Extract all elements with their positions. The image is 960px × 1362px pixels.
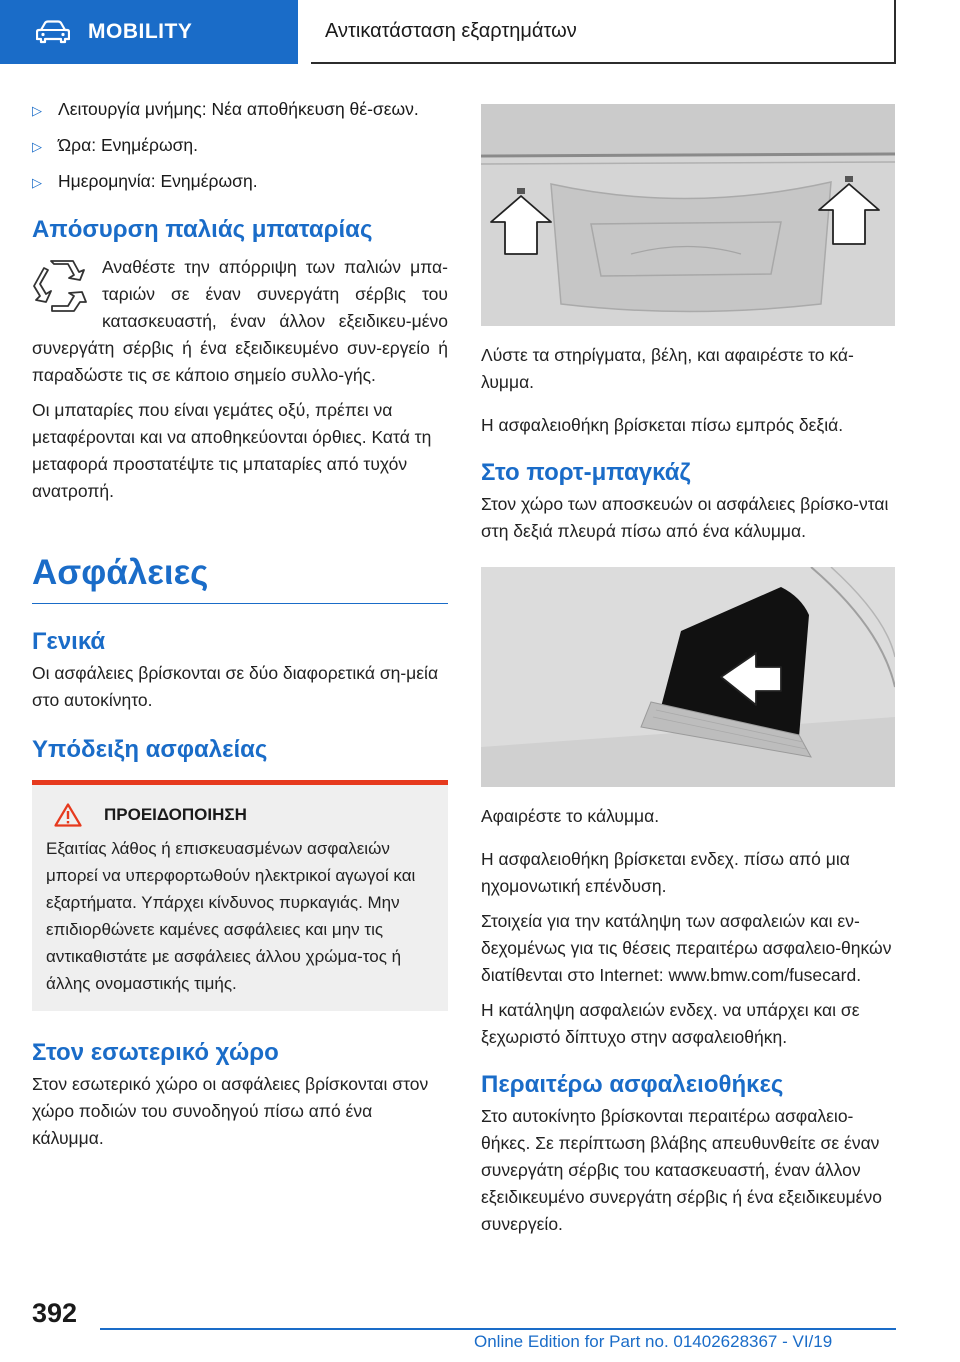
car-icon: [36, 20, 70, 44]
image2-text-1: Η ασφαλειοθήκη βρίσκεται ενδεχ. πίσω από μια ηχομονωτική επένδυση.: [481, 849, 850, 896]
footer-divider: [100, 1328, 896, 1330]
heading-trunk: Στο πορτ-μπαγκάζ: [481, 459, 691, 486]
triangle-bullet-icon: ▷: [32, 175, 42, 190]
section-tab: [0, 0, 298, 64]
bullet-item: [32, 168, 448, 196]
bullet-text: Ώρα: Ενημέρωση.: [58, 135, 199, 155]
triangle-bullet-icon: ▷: [32, 103, 42, 118]
section-label: MOBILITY: [88, 20, 193, 43]
image2-text-3: Η κατάληψη ασφαλειών ενδεχ. να υπάρχει και σε ξεχωριστό δίπτυχο στην ασφαλειοθήκη.: [481, 1000, 860, 1047]
left-column: [32, 96, 448, 1152]
warning-header: [54, 803, 434, 827]
heading-interior: Στον εσωτερικό χώρο: [32, 1039, 279, 1066]
warning-box: [32, 780, 448, 1011]
image2-text-2: Στοιχεία για την κατάληψη των ασφαλειών και εν-δεχομένως για τις θέσεις περαιτέρω ασφαλειο-θηκών διατίθενται στο Internet: www.bmw.com/fusecard.: [481, 911, 892, 985]
interior-text: Στον εσωτερικό χώρο οι ασφάλειες βρίσκονται στον χώρο ποδιών του συνοδηγού πίσω από ένα κάλυμμα.: [32, 1074, 429, 1148]
warning-text: Εξαιτίας λάθος ή επισκευασμένων ασφαλειών μπορεί να υπερφορτωθούν ηλεκτρικοί αγωγοί και εξαρτήματα. Υπάρχει κίνδυνος πυρκαγιάς. Μην επιδιορθώνετε καμένες ασφάλειες και μην τις αντικαθιστάτε με ασφάλειες άλλου χρώμα-τος ή άλλης ονομαστικής τιμής.: [46, 839, 416, 993]
image1-caption: Λύστε τα στηρίγματα, βέλη, και αφαιρέστε το κά-λυμμα.: [481, 345, 854, 392]
trunk-text: Στον χώρο των αποσκευών οι ασφάλειες βρίσκο-νται στη δεξιά πλευρά πίσω από ένα κάλυμμα.: [481, 494, 889, 541]
interior-cover-illustration: [481, 104, 895, 326]
footer-edition: Online Edition for Part no. 01402628367 - VI/19: [474, 1332, 833, 1351]
heading-more-fuse-boxes: Περαιτέρω ασφαλειοθήκες: [481, 1071, 784, 1098]
chapter-title: Αντικατάσταση εξαρτημάτων: [325, 19, 577, 42]
heading-safety-note: Υπόδειξη ασφαλείας: [32, 736, 268, 763]
warning-icon: [54, 803, 82, 827]
heading-battery-disposal: Απόσυρση παλιάς μπαταρίας: [32, 216, 373, 243]
recycle-icon: [32, 258, 90, 314]
fuse-box-trunk-image: [481, 567, 895, 787]
disposal-text: Αναθέστε την απόρριψη των παλιών μπα-ταριών σε έναν συνεργάτη σέρβις του κατασκευαστή, έναν άλλον εξειδικευ-μένο συνεργάτη σέρβις ή ένα εξειδικευμένο συν-εργείο ή παραδώστε τις σε κάποιο σημείο συλλο-γής.: [32, 257, 448, 385]
chapter-header: [311, 0, 896, 64]
bullet-item: [32, 96, 448, 124]
disposal-text-2: Οι μπαταρίες που είναι γεμάτες οξύ, πρέπει να μεταφέρονται και να αποθηκεύονται όρθιες. Κατά τη μεταφορά προστατέψτε τις μπαταρίες από τυχόν ανατροπή.: [32, 400, 432, 501]
warning-title: ΠΡΟΕΙΔΟΠΟΙΗΣΗ: [104, 805, 247, 824]
heading-general: Γενικά: [32, 628, 106, 655]
bullet-text: Ημερομηνία: Ενημέρωση.: [58, 171, 258, 191]
bullet-text: Λειτουργία μνήμης: Νέα αποθήκευση θέ-σεων.: [58, 99, 419, 119]
image1-text: Η ασφαλειοθήκη βρίσκεται πίσω εμπρός δεξιά.: [481, 415, 844, 435]
bullet-item: [32, 132, 448, 160]
general-text: Οι ασφάλειες βρίσκονται σε δύο διαφορετικά ση-μεία στο αυτοκίνητο.: [32, 663, 439, 710]
fuse-box-interior-image: [481, 104, 895, 326]
heading-fuses: Ασφάλειες: [32, 553, 448, 604]
image2-caption: Αφαιρέστε το κάλυμμα.: [481, 806, 660, 826]
page-number: 392: [32, 1298, 78, 1328]
trunk-cover-illustration: [481, 567, 895, 787]
right-column: [481, 104, 897, 1238]
more-fuse-boxes-text: Στο αυτοκίνητο βρίσκονται περαιτέρω ασφαλειο-θήκες. Σε περίπτωση βλάβης απευθυνθείτε σε έναν συνεργάτη σέρβις του κατασκευαστή, έναν άλλον εξειδικευμένο συνεργάτη σέρβις ή ένα εξειδικευμένο συνεργείο.: [481, 1106, 882, 1234]
triangle-bullet-icon: ▷: [32, 139, 42, 154]
